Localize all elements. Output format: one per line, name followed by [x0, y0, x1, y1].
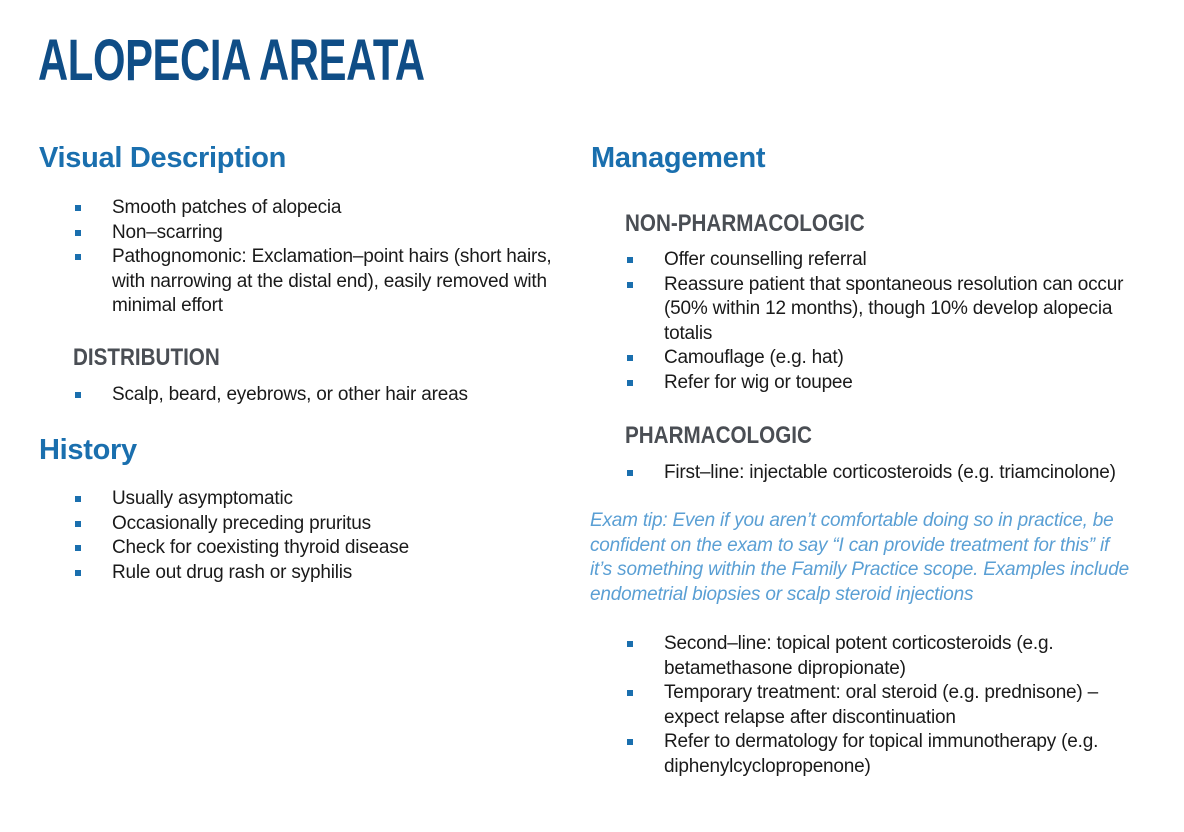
list-item: Rule out drug rash or syphilis [75, 561, 555, 586]
list-item: Check for coexisting thyroid disease [75, 536, 555, 561]
history-list [75, 487, 555, 585]
list-item: Usually asymptomatic [75, 487, 555, 512]
page-title: ALOPECIA AREATA [38, 28, 425, 93]
pharmacologic-rest-list [627, 632, 1127, 780]
bullet-icon [627, 257, 633, 263]
list-item: Refer to dermatology for topical immunotherapy (e.g. diphenylcyclopropenone) [627, 730, 1127, 779]
list-item: Reassure patient that spontaneous resolution can occur (50% within 12 months), though 10% develop alopecia totalis [627, 273, 1127, 347]
bullet-icon [75, 496, 81, 502]
management-heading: Management [591, 142, 766, 174]
bullet-icon [627, 470, 633, 476]
pharmacologic-heading: PHARMACOLOGIC [625, 422, 812, 449]
bullet-icon [627, 739, 633, 745]
list-item: Smooth patches of alopecia [75, 196, 555, 221]
visual-description-list [75, 196, 555, 319]
bullet-icon [627, 641, 633, 647]
non-pharmacologic-heading: NON-PHARMACOLOGIC [625, 210, 865, 237]
bullet-icon [627, 380, 633, 386]
list-item: Non–scarring [75, 221, 555, 246]
visual-description-heading: Visual Description [39, 142, 287, 174]
bullet-icon [75, 570, 81, 576]
bullet-icon [75, 205, 81, 211]
list-item: Occasionally preceding pruritus [75, 512, 555, 537]
non-pharmacologic-list [627, 248, 1127, 396]
list-item: Camouflage (e.g. hat) [627, 346, 1127, 371]
bullet-icon [75, 521, 81, 527]
list-item: Refer for wig or toupee [627, 371, 1127, 396]
distribution-list [75, 383, 555, 408]
list-item: Second–line: topical potent corticosteroids (e.g. betamethasone dipropionate) [627, 632, 1127, 681]
bullet-icon [75, 230, 81, 236]
pharmacologic-first-list [627, 461, 1157, 486]
list-item: Scalp, beard, eyebrows, or other hair areas [75, 383, 555, 408]
list-item: Pathognomonic: Exclamation–point hairs (short hairs, with narrowing at the distal end), easily removed with minimal effort [75, 245, 555, 319]
exam-tip: Exam tip: Even if you aren’t comfortable doing so in practice, be confident on the exam to say “I can provide treatment for this” if it’s something within the Family Practice scope. Examples include endometrial biopsies or scalp steroid injections [590, 510, 1129, 605]
bullet-icon [627, 690, 633, 696]
list-item: Offer counselling referral [627, 248, 1127, 273]
bullet-icon [627, 282, 633, 288]
list-item: Temporary treatment: oral steroid (e.g. prednisone) – expect relapse after discontinuation [627, 681, 1127, 730]
distribution-heading: DISTRIBUTION [73, 344, 220, 371]
history-heading: History [39, 434, 137, 466]
bullet-icon [75, 254, 81, 260]
bullet-icon [75, 392, 81, 398]
list-item: First–line: injectable corticosteroids (e.g. triamcinolone) [627, 461, 1157, 486]
bullet-icon [627, 355, 633, 361]
bullet-icon [75, 545, 81, 551]
